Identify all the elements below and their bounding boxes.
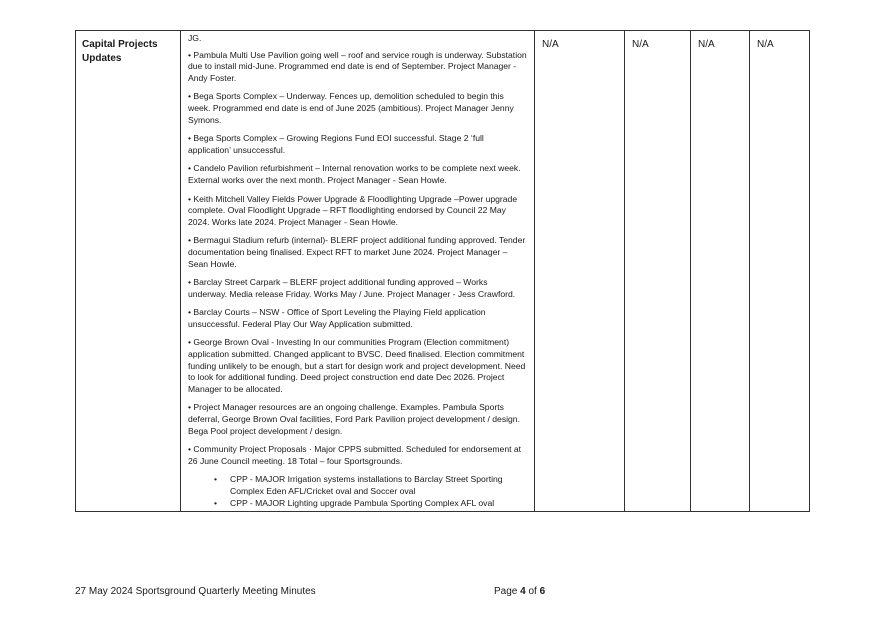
bullet-icon: • [214,497,218,508]
update-paragraph: • Pambula Multi Use Pavilion going well – roof and service rough is underway. Substation due to install mid-June. Programmed end date is end of September. Project Manager - Andy Foster. [188,49,527,83]
update-paragraph: • Community Project Proposals · Major CPPS submitted. Scheduled for endorsement at 26 June Council meeting. 18 Total – four Sportsgrounds. [188,444,522,466]
na-cell [625,31,691,512]
update-paragraph: • George Brown Oval - Investing In our communities Program (Election commitment) application submitted. Changed applicant to BVSC. Deed finalised. Election commitment funding unlikely to be enough, but a start for design work and project development. Need to look for additional funding. Deed project construction end date Dec 2026. Project Manager to be allocated. [188,337,526,394]
update-paragraph: • Barclay Courts – NSW - Office of Sport Leveling the Playing Field application unsuccessful. Federal Play Our Way Application submitted. [188,307,486,329]
page-current: 4 [520,586,526,597]
list-item-text: CPP - MAJOR Irrigation systems installations to Barclay Street Sporting Complex Eden AFL/Cricket oval and Soccer oval [230,474,503,496]
na-cell [750,31,810,512]
list-item [214,497,528,510]
cpp-sub-list [188,474,528,509]
update-paragraph: • Candelo Pavilion refurbishment – Internal renovation works to be complete next week. External works over the next month. Project Manager - Sean Howle. [188,163,521,185]
topic-cell [76,31,181,512]
update-paragraph: • Bega Sports Complex – Growing Regions Fund EOI successful. Stage 2 ‘full application’ unsuccessful. [188,133,484,155]
na-value: N/A [542,39,559,50]
footer-title: 27 May 2024 Sportsground Quarterly Meeting Minutes [75,586,316,597]
lead-line: JG. [188,33,202,43]
update-paragraph: • Barclay Street Carpark – BLERF project additional funding approved – Works underway. Media release Friday. Works May / June. Project Manager - Jess Crawford. [188,277,516,299]
bullet-icon: • [214,474,218,485]
discussion-cell [181,31,535,512]
table-row [76,31,810,512]
na-cell [691,31,750,512]
na-cell [535,31,625,512]
na-value: N/A [698,39,715,50]
list-item [214,474,528,497]
na-value: N/A [632,39,649,50]
minutes-table [75,30,810,512]
update-paragraph: • Project Manager resources are an ongoing challenge. Examples. Pambula Sports deferral, George Brown Oval facilities, Ford Park Pavilion project development / design. Bega Pool project development / design. [188,402,520,436]
topic-heading: Capital Projects Updates [82,39,158,64]
page-of: of [528,586,537,597]
update-paragraph: • Bega Sports Complex – Underway. Fences up, demolition scheduled to begin this week. Programmed end date is end of June 2025 (ambitious). Project Manager Jenny Symons. [188,91,514,125]
list-item-text: CPP - MAJOR Lighting upgrade Pambula Sporting Complex AFL oval [230,497,495,508]
update-paragraph: • Bermagui Stadium refurb (internal)- BLERF project additional funding approved. Tender documentation being finalised. Expect RFT to market June 2024. Project Manager – Sean Howle. [188,235,526,269]
page-label: Page [494,586,518,597]
update-paragraph: • Keith Mitchell Valley Fields Power Upgrade & Floodlighting Upgrade –Power upgrade complete. Oval Floodlight Upgrade – RFT floodlighting endorsed by Council 22 May 2024. Works late 2024. Project Manager - Sean Howle. [188,193,518,227]
na-value: N/A [757,39,774,50]
discussion-body [181,31,534,511]
page-number [494,586,545,598]
page-total: 6 [539,586,546,597]
